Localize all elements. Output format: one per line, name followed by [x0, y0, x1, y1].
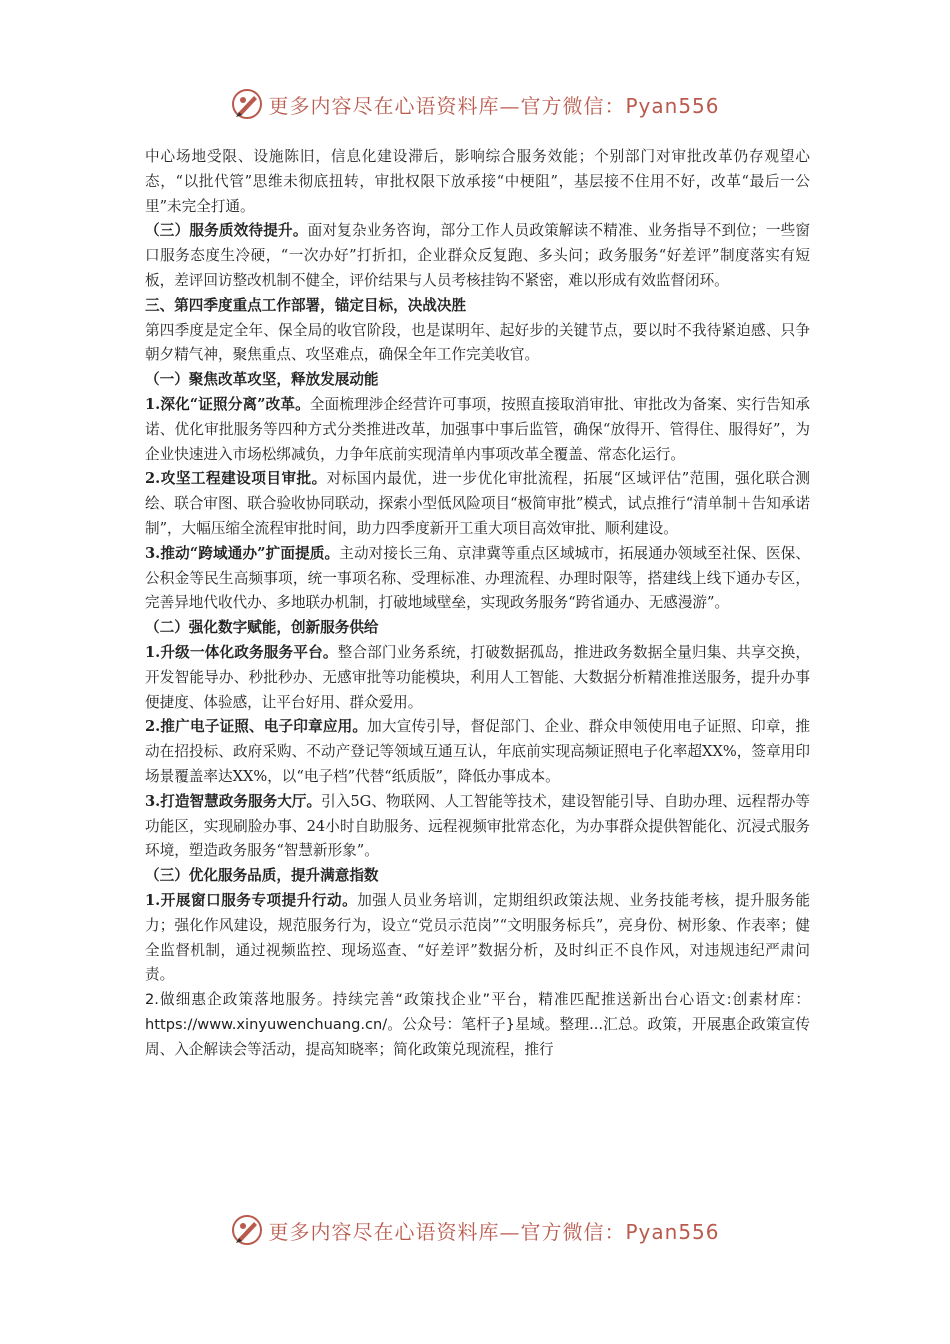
section-heading: 三、第四季度重点工作部署，锚定目标，决战决胜 [145, 296, 467, 314]
paragraph: 1.开展窗口服务专项提升行动。加强人员业务培训，定期组织政策法规、业务技能考核，提升服务能力；强化作风建设，规范服务行为，设立“党员示范岗”“文明服务标兵”，亮身份、树形象、作表率；健全监督机制，通过视频监控、现场巡查、“好差评”数据分析，及时纠正不良作风，对违规违纪严肃问责。 [145, 891, 810, 984]
subsection-heading: （三）优化服务品质，提升满意指数 [145, 867, 379, 885]
watermark-footer [0, 1210, 950, 1250]
paragraph: 中心场地受限、设施陈旧，信息化建设滞后，影响综合服务效能；个别部门对审批改革仍存观望心态，“以批代管”思维未彻底扭转，审批权限下放承接“中梗阻”，基层接不住用不好，改革“最后一公里”未完全打通。 [145, 148, 810, 215]
pen-logo-icon [230, 1213, 264, 1247]
watermark-header [0, 84, 950, 124]
paragraph-lead: 2.推广电子证照、电子印章应用。 [145, 718, 368, 736]
watermark-text: 更多内容尽在心语资料库—官方微信： [268, 1219, 626, 1244]
paragraph: 3.打造智慧政务服务大厅。引入5G、物联网、人工智能等技术，建设智能引导、自助办理、远程帮办等功能区，实现刷脸办事、24小时自助服务、远程视频审批常态化，为办事群众提供智能化、沉浸式服务环境，塑造政务服务“智慧新形象”。 [145, 792, 810, 860]
paragraph-lead: 1.深化“证照分离”改革。 [145, 395, 310, 413]
paragraph: 2.做细惠企政策落地服务。持续完善“政策找企业”平台，精准匹配推送新出台心语文:创素材库：https://www.xinyuwenchuang.cn/。公众号：笔杆子}星域。整理...汇总。政策，开展惠企政策宣传周、入企解读会等活动，提高知晓率；简化政策兑现流程，推行 [145, 991, 810, 1058]
paragraph-lead: （三）服务质效待提升。 [145, 222, 308, 240]
paragraph: （三）服务质效待提升。面对复杂业务咨询，部分工作人员政策解读不精准、业务指导不到位；一些窗口服务态度生冷硬，“一次办好”打折扣，企业群众反复跑、多头问；政务服务“好差评”制度落实有短板，差评回访整改机制不健全，评价结果与人员考核挂钩不紧密，难以形成有效监督闭环。 [145, 222, 810, 289]
paragraph: 3.推动“跨域通办”扩面提质。主动对接长三角、京津冀等重点区域城市，拓展通办领域至社保、医保、公积金等民生高频事项，统一事项名称、受理标准、办理流程、办理时限等，搭建线上线下通办专区，完善异地代收代办、多地联办机制，打破地域壁垒，实现政务服务“跨省通办、无感漫游”。 [145, 544, 810, 612]
paragraph-lead: 2.攻坚工程建设项目审批。 [145, 470, 327, 488]
paragraph: 2.攻坚工程建设项目审批。对标国内最优，进一步优化审批流程，拓展“区域评估”范围，强化联合测绘、联合审图、联合验收协同联动，探索小型低风险项目“极简审批”模式，试点推行“清单制＋告知承诺制”，大幅压缩全流程审批时间，助力四季度新开工重大项目高效审批、顺利建设。 [145, 470, 810, 537]
paragraph: 2.推广电子证照、电子印章应用。加大宣传引导，督促部门、企业、群众申领使用电子证照、印章，推动在招投标、政府采购、不动产登记等领域互通互认，年底前实现高频证照电子化率超XX%，签章用印场景覆盖率达XX%，以“电子档”代替“纸质版”，降低办事成本。 [145, 718, 810, 785]
subsection-heading: （一）聚焦改革攻坚，释放发展动能 [145, 371, 379, 389]
subsection-heading: （二）强化数字赋能，创新服务供给 [145, 619, 379, 637]
paragraph-lead: 3.推动“跨域通办”扩面提质。 [145, 544, 340, 562]
document-body [145, 145, 810, 1062]
pen-logo-icon [230, 87, 264, 121]
paragraph-lead: 1.升级一体化政务服务平台。 [145, 643, 338, 661]
paragraph: 1.深化“证照分离”改革。全面梳理涉企经营许可事项，按照直接取消审批、审批改为备案、实行告知承诺、优化审批服务等四种方式分类推进改革，加强事中事后监管，确保“放得开、管得住、服得好”，为企业快速进入市场松绑减负，力争年底前实现清单内事项改革全覆盖、常态化运行。 [145, 395, 810, 463]
watermark-account: Pyan556 [625, 1219, 720, 1244]
paragraph: 1.升级一体化政务服务平台。整合部门业务系统，打破数据孤岛，推进政务数据全量归集、共享交换，开发智能导办、秒批秒办、无感审批等功能模块，利用人工智能、大数据分析精准推送服务，提升办事便捷度、体验感，让平台好用、群众爱用。 [145, 643, 810, 711]
paragraph-lead: 3.打造智慧政务服务大厅。 [145, 792, 322, 810]
watermark-account: Pyan556 [625, 93, 720, 118]
paragraph: 第四季度是定全年、保全局的收官阶段，也是谋明年、起好步的关键节点，要以时不我待紧迫感、只争朝夕精气神，聚焦重点、攻坚难点，确保全年工作完美收官。 [145, 321, 810, 364]
paragraph-lead: 1.开展窗口服务专项提升行动。 [145, 891, 358, 909]
watermark-text: 更多内容尽在心语资料库—官方微信： [268, 93, 626, 118]
